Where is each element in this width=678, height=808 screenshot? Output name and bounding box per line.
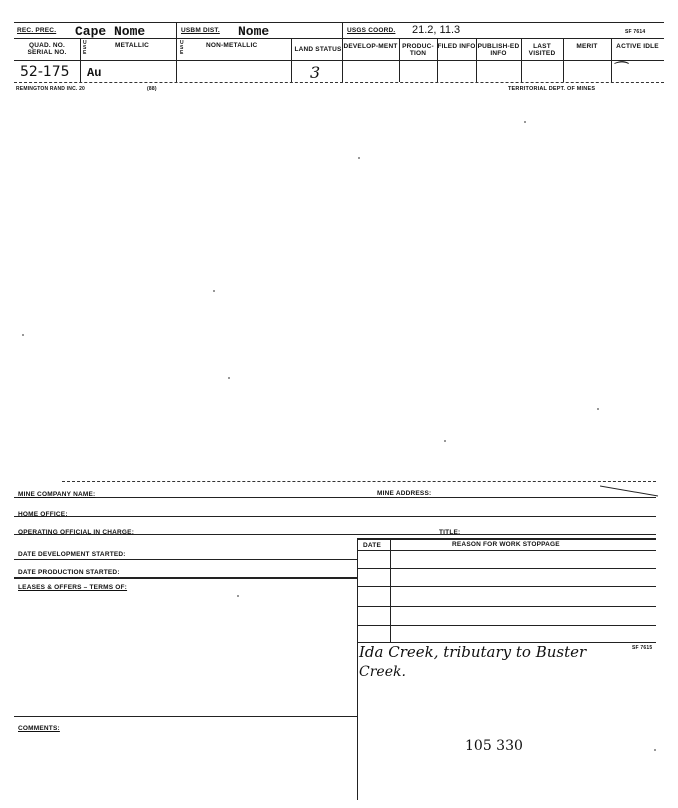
handwritten-note-line1: Ida Creek, tributary to Buster: [359, 643, 587, 661]
printer-imprint: REMINGTON RAND INC. 20: [16, 86, 86, 92]
col-quad-serial: [14, 42, 80, 56]
leases-offers-label: LEASES & OFFERS – TERMS OF:: [18, 584, 128, 591]
col-nonmetallic: NON-METALLIC: [206, 42, 258, 49]
date-column-header: DATE: [363, 542, 382, 549]
col-production: PRODUC-TION: [402, 43, 434, 57]
col-published-info: PUBLISH-ED INFO: [477, 43, 520, 57]
operating-official-label: OPERATING OFFICIAL IN CHARGE:: [18, 529, 135, 536]
col-quad: QUAD. NO.: [28, 42, 66, 49]
col-development: DEVELOP-MENT: [343, 43, 398, 50]
usgs-coord-value: 21.2, 11.3: [412, 24, 461, 36]
mine-address-label: MINE ADDRESS:: [377, 490, 432, 497]
col-use-marker-metallic: USE: [83, 40, 87, 56]
col-serial: SERIAL NO.: [27, 49, 67, 56]
form-number: SF 7614: [625, 29, 646, 35]
corner-stroke: [600, 484, 660, 498]
metallic-value: Au: [87, 66, 102, 80]
quad-serial-value: 52-175: [20, 64, 70, 80]
land-status-value: 3: [310, 63, 321, 82]
agency-imprint: TERRITORIAL DEPT. OF MINES: [508, 86, 596, 92]
handwritten-note-line2: Creek.: [359, 664, 406, 680]
active-idle-mark: ⁀: [612, 61, 625, 80]
rec-prec-value: Cape Nome: [75, 24, 146, 39]
mine-company-name-label: MINE COMPANY NAME:: [18, 491, 96, 498]
form-number-2: SF 7615: [632, 645, 653, 651]
printer-code: (88): [147, 86, 157, 92]
usbm-dist-label: USBM DIST.: [181, 27, 220, 34]
col-last-visited: LAST VISITED: [528, 43, 556, 57]
comments-label: COMMENTS:: [18, 725, 60, 732]
usgs-coord-label: USGS COORD.: [347, 27, 396, 34]
handwritten-ref-number: 105 330: [465, 738, 523, 754]
col-merit: MERIT: [576, 43, 598, 50]
date-development-label: DATE DEVELOPMENT STARTED:: [18, 551, 126, 558]
home-office-label: HOME OFFICE:: [18, 511, 68, 518]
rec-prec-label: REC. PREC.: [17, 27, 57, 34]
reason-column-header: REASON FOR WORK STOPPAGE: [452, 541, 560, 548]
usbm-dist-value: Nome: [238, 24, 270, 39]
col-use-marker-nonmetallic: USE: [180, 40, 184, 56]
date-production-label: DATE PRODUCTION STARTED:: [18, 569, 120, 576]
col-filed-info: FILED INFO: [437, 43, 476, 50]
col-active-idle: ACTIVE IDLE: [616, 43, 659, 50]
col-land-status: LAND STATUS: [294, 46, 342, 53]
title-label: TITLE:: [439, 529, 461, 536]
col-metallic: METALLIC: [115, 42, 149, 49]
